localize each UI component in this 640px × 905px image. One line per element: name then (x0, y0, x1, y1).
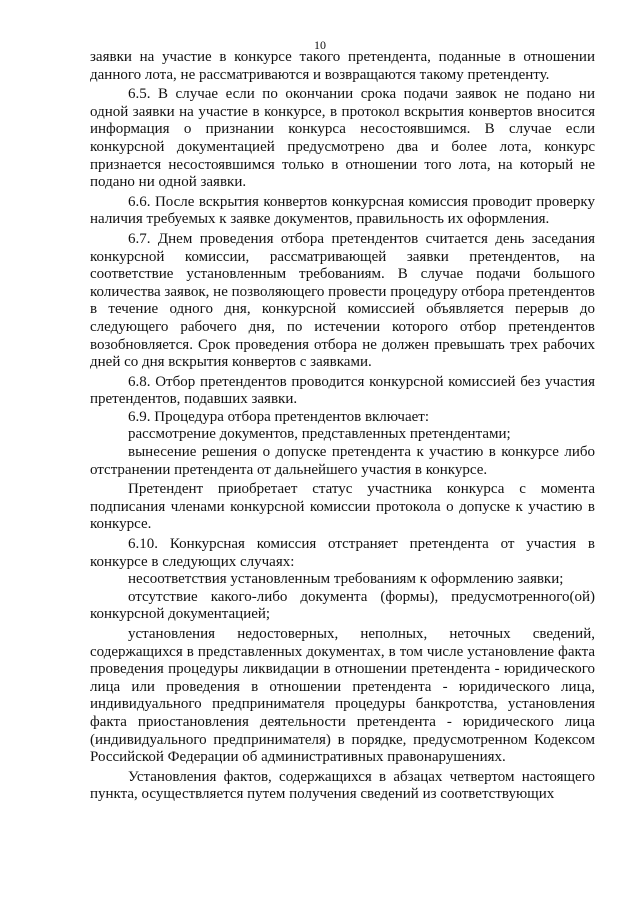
paragraph-6-6: 6.6. После вскрытия конвертов конкурсная комиссия проводит проверку наличия требуемых к заявке документов, правильность их оформления. (90, 193, 595, 228)
paragraph-6-10-item-2: отсутствие какого-либо документа (формы), предусмотренного(ой) конкурсной документацией; (90, 588, 595, 623)
paragraph-participant-status: Претендент приобретает статус участника конкурса с момента подписания членами конкурсной комиссии протокола о допуске к участию в конкурсе. (90, 481, 595, 533)
page-number: 10 (314, 38, 326, 52)
paragraph-6-9: 6.9. Процедура отбора претендентов включает: (128, 408, 430, 425)
paragraph-6-9-item-1: рассмотрение документов, представленных претендентами; (128, 426, 511, 443)
document-body (90, 49, 595, 804)
paragraph-facts-establishment: Установления фактов, содержащихся в абзацах четвертом настоящего пункта, осуществляется путем получения сведений из соответствующих (90, 768, 595, 803)
paragraph-6-10-item-1: несоответствия установленным требованиям к оформлению заявки; (128, 571, 564, 588)
paragraph-6-10: 6.10. Конкурсная комиссия отстраняет претендента от участия в конкурсе в следующих случаях: (90, 536, 595, 570)
paragraph-continuation: заявки на участие в конкурсе такого претендента, поданные в отношении данного лота, не рассматриваются и возвращаются такому претенденту. (90, 49, 595, 83)
paragraph-6-7: 6.7. Днем проведения отбора претендентов считается день заседания конкурсной комиссии, рассматривающей заявки претендентов, на соответствие установленным требованиям. В случае подачи большого количества заявок, не позволяющего провести процедуру отбора претендентов в течение одного дня, конкурсной комиссией объявляется перерыв до следующего рабочего дня, по истечении которого отбор претендентов возобновляется. Срок проведения отбора не должен превышать трех рабочих дней со дня вскрытия конвертов с заявками. (90, 230, 595, 371)
paragraph-6-9-item-2: вынесение решения о допуске претендента к участию в конкурсе либо отстранении претендента от дальнейшего участия в конкурсе. (90, 444, 595, 478)
paragraph-6-5: 6.5. В случае если по окончании срока подачи заявок не подано ни одной заявки на участие в конкурсе, в протокол вскрытия конвертов вносится информация о признании конкурса несостоявшимся. В случае если конкурсной документацией предусмотрено два и более лота, конкурс признается несостоявшимся только в отношении того лота, на который не подано ни одной заявки. (90, 86, 595, 191)
paragraph-6-8: 6.8. Отбор претендентов проводится конкурсной комиссией без участия претендентов, подавших заявки. (90, 373, 595, 408)
paragraph-6-10-item-3: установления недостоверных, неполных, неточных сведений, содержащихся в представленных документах, в том числе установление факта проведения процедуры ликвидации в отношении претендента - юридического лица или проведения в отношении претендента - юридического лица, индивидуального предпринимателя процедуры банкротства, установления факта приостановления деятельности претендента - юридического лица (индивидуального предпринимателя) в порядке, предусмотренном Кодексом Российской Федерации об административных правонарушениях. (90, 626, 595, 766)
